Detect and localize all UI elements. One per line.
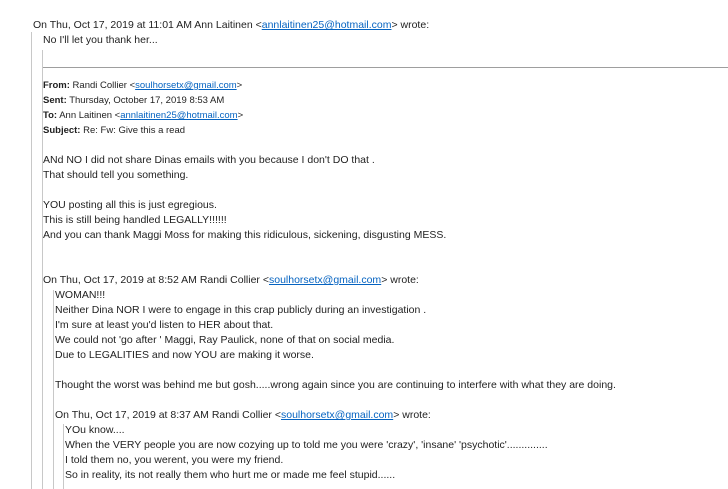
reply2-attribution: On Thu, Oct 17, 2019 at 8:52 AM Randi Collier <soulhorsetx@gmail.com> wrote: (43, 274, 419, 286)
header-subject: Subject: Re: Fw: Give this a read (43, 125, 186, 136)
reply2-line: Thought the worst was behind me but gosh.....wrong again since you are continuing to interfere with what they are doing. (55, 379, 616, 391)
header-to: To: Ann Laitinen <annlaitinen25@hotmail.com> (43, 110, 244, 121)
message-line: YOU posting all this is just egregious. (43, 199, 217, 211)
reply2-line: We could not 'go after ' Maggi, Ray Paulick, none of that on social media. (55, 334, 395, 346)
reply1-email-link[interactable]: annlaitinen25@hotmail.com (261, 19, 392, 31)
reply1-attribution: On Thu, Oct 17, 2019 at 11:01 AM Ann Laitinen <annlaitinen25@hotmail.com> wrote: (33, 19, 430, 31)
message-line: This is still being handled LEGALLY!!!!!! (43, 214, 227, 226)
reply3-line: I told them no, you werent, you were my friend. (65, 454, 284, 466)
quote-bar-level1 (31, 32, 32, 489)
header-from: From: Randi Collier <soulhorsetx@gmail.com> (43, 80, 243, 91)
reply2-email-link[interactable]: soulhorsetx@gmail.com (268, 274, 382, 286)
reply3-attribution: On Thu, Oct 17, 2019 at 8:37 AM Randi Collier <soulhorsetx@gmail.com> wrote: (55, 409, 431, 421)
header-sent: Sent: Thursday, October 17, 2019 8:53 AM (43, 95, 225, 106)
reply2-line: I'm sure at least you'd listen to HER about that. (55, 319, 274, 331)
to-email-link[interactable]: annlaitinen25@hotmail.com (120, 110, 238, 121)
quote-bar-level4 (63, 424, 64, 489)
message-line: And you can thank Maggi Moss for making this ridiculous, sickening, disgusting MESS. (43, 229, 447, 241)
message-line: That should tell you something. (43, 169, 189, 181)
reply1-body: No I'll let you thank her... (43, 34, 158, 46)
reply2-line: WOMAN!!! (55, 289, 106, 301)
forward-divider (43, 67, 728, 68)
reply2-line: Neither Dina NOR I were to engage in this crap publicly during an investigation . (55, 304, 427, 316)
from-email-link[interactable]: soulhorsetx@gmail.com (135, 80, 237, 91)
reply3-line: When the VERY people you are now cozying up to told me you were 'crazy', 'insane' 'psychotic'.............. (65, 439, 548, 451)
message-line: ANd NO I did not share Dinas emails with you because I don't DO that . (43, 154, 375, 166)
reply3-line: YOu know.... (65, 424, 125, 436)
quote-bar-level3 (53, 290, 54, 489)
reply2-line: Due to LEGALITIES and now YOU are making it worse. (55, 349, 314, 361)
reply3-line: So in reality, its not really them who hurt me or made me feel stupid...... (65, 469, 396, 481)
reply3-email-link[interactable]: soulhorsetx@gmail.com (280, 409, 394, 421)
